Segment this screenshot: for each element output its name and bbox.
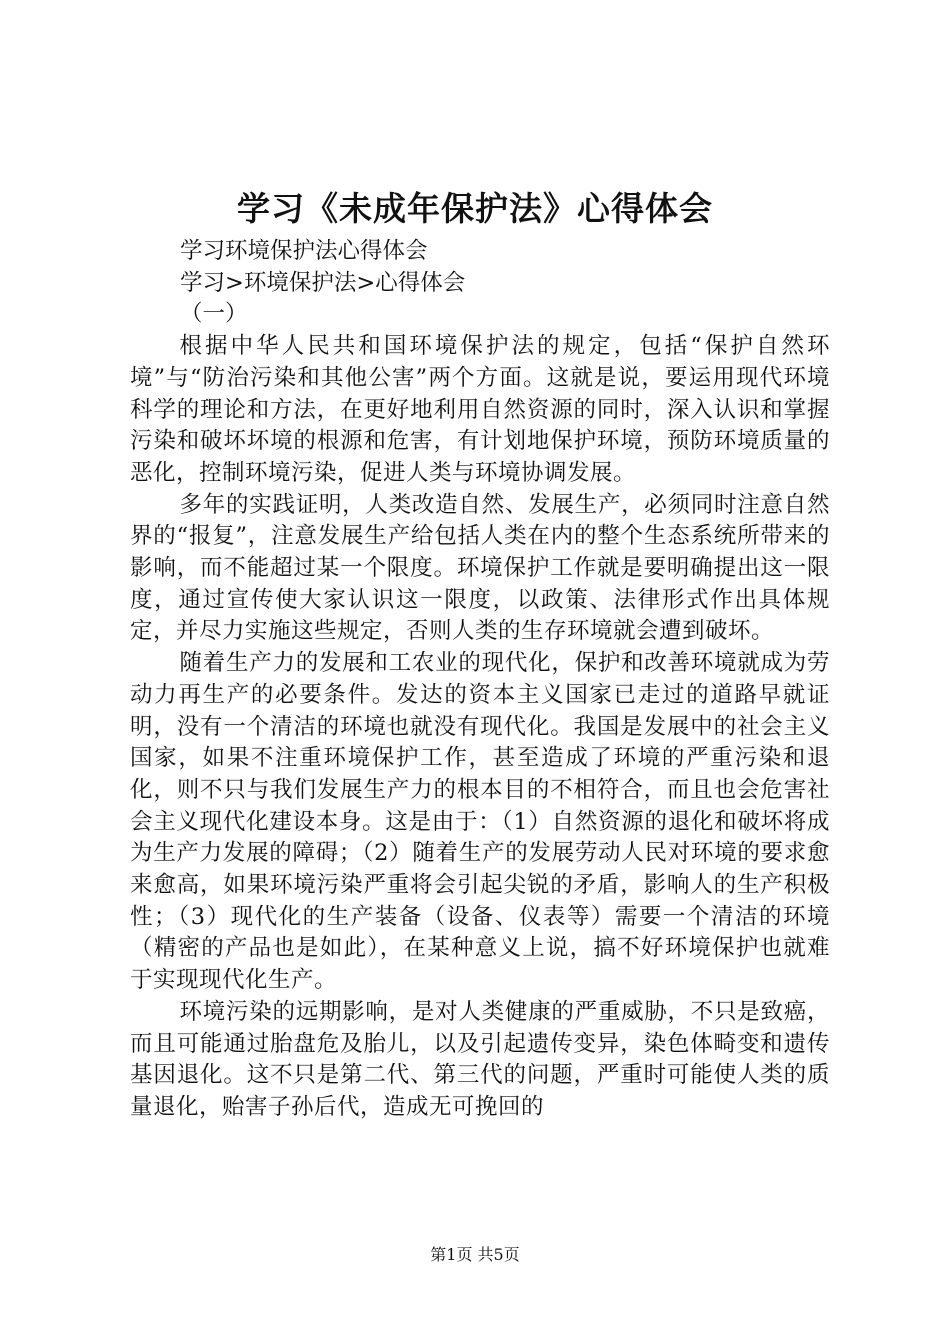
page-number-footer: 第1页 共5页 — [430, 1245, 520, 1264]
subtitle-line-1: 学习环境保护法心得体会 — [180, 238, 428, 264]
paragraph-3: 随着生产力的发展和工农业的现代化，保护和改善环境就成为劳动力再生产的必要条件。发达的资本主义国家已走过的道路早就证明，没有一个清洁的环境也就没有现代化。我国是发展中的社会主义国家，如果不注重环境保护工作，甚至造成了环境的严重污染和退化，则不只与我们发展生产力的根本目的不相符合，而且也会危害社会主义现代化建设本身。这是由于：（1）自然资源的退化和破坏将成为生产力发展的障碍；（2）随着生产的发展劳动人民对环境的要求愈来愈高，如果环境污染严重将会引起尖锐的矛盾，影响人的生产积极性；（3）现代化的生产装备（设备、仪表等）需要一个清洁的环境（精密的产品也是如此），在某种意义上说，搞不好环境保护也就难于实现现代化生产。 — [130, 650, 830, 994]
page-title: 学习《未成年保护法》心得体会 — [237, 189, 713, 228]
subtitle-line-2: 学习>环境保护法>心得体会 — [180, 269, 466, 296]
document-body — [130, 236, 830, 1124]
paragraph-2: 多年的实践证明，人类改造自然、发展生产，必须同时注意自然界的“报复”，注意发展生产给包括人类在内的整个生态系统所带来的影响，而不能超过某一个限度。环境保护工作就是要明确提出这一限度，通过宣传使大家认识这一限度，以政策、法律形式作出具体规定，并尽力实施这些规定，否则人类的生存环境就会遭到破坏。 — [130, 491, 830, 645]
paragraph-4: 环境污染的远期影响，是对人类健康的严重威胁，不只是致癌，而且可能通过胎盘危及胎儿，以及引起遗传变异，染色体畸变和遗传基因退化。这不只是第二代、第三代的问题，严重时可能使人类的质量退化，贻害子孙后代，造成无可挽回的 — [130, 998, 830, 1120]
paragraph-1: 根据中华人民共和国环境保护法的规定，包括“保护自然环境”与“防治污染和其他公害”两个方面。这就是说，要运用现代环境科学的理论和方法，在更好地利用自然资源的同时，深入认识和掌握污染和破坏坏境的根源和危害，有计划地保护环境，预防环境质量的恶化，控制环境污染，促进人类与环境协调发展。 — [130, 333, 830, 486]
section-marker: （一） — [180, 301, 248, 328]
